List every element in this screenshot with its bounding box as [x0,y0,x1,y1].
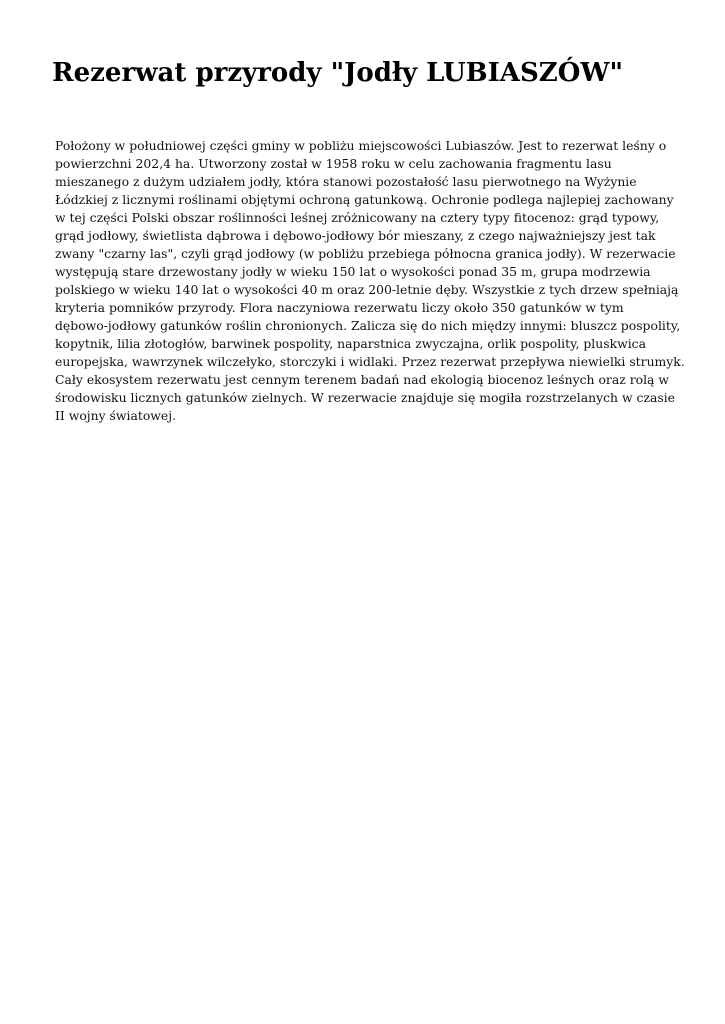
body-paragraph [55,137,685,425]
paragraph-line: kopytnik, lilia złotogłów, barwinek pospolity, naparstnica zwyczajna, orlik pospolity, pluskwica [55,336,646,351]
paragraph-line: kryteria pomników przyrody. Flora naczyniowa rezerwatu liczy około 350 gatunków w tym [55,300,624,315]
paragraph-line: występują stare drzewostany jodły w wieku 150 lat o wysokości ponad 35 m, grupa modrzewia [55,264,651,279]
page-title: Rezerwat przyrody "Jodły LUBIASZÓW" [52,58,624,88]
paragraph-line: Cały ekosystem rezerwatu jest cennym terenem badań nad ekologią biocenoz leśnych oraz rolą w [55,372,669,387]
paragraph-line: II wojny światowej. [55,408,177,423]
paragraph-line: grąd jodłowy, świetlista dąbrowa i dębowo-jodłowy bór mieszany, z czego najważniejszy jest tak [55,228,656,243]
paragraph-line: powierzchni 202,4 ha. Utworzony został w 1958 roku w celu zachowania fragmentu lasu [55,156,612,171]
paragraph-line: mieszanego z dużym udziałem jodły, która stanowi pozostałość lasu pierwotnego na Wyżynie [55,174,637,189]
paragraph-line: dębowo-jodłowy gatunków roślin chronionych. Zalicza się do nich między innymi: bluszcz pospolity, [55,318,681,333]
paragraph-line: Łódzkiej z licznymi roślinami objętymi ochroną gatunkową. Ochronie podlega najlepiej zachowany [55,192,674,207]
paragraph-line: europejska, wawrzynek wilczełyko, storczyki i widlaki. Przez rezerwat przepływa niewielki strumyk. [55,354,685,369]
paragraph-line: polskiego w wieku 140 lat o wysokości 40 m oraz 200-letnie dęby. Wszystkie z tych drzew spełniają [55,282,679,297]
paragraph-line: Położony w południowej części gminy w pobliżu miejscowości Lubiaszów. Jest to rezerwat leśny o [55,138,667,153]
paragraph-line: w tej części Polski obszar roślinności leśnej zróżnicowany na cztery typy fitocenoz: grąd typowy, [55,210,660,225]
paragraph-line: środowisku licznych gatunków zielnych. W rezerwacie znajduje się mogiła rozstrzelanych w czasie [55,390,676,405]
paragraph-line: zwany "czarny las", czyli grąd jodłowy (w pobliżu przebiega północna granica jodły). W rezerwacie [55,246,676,261]
